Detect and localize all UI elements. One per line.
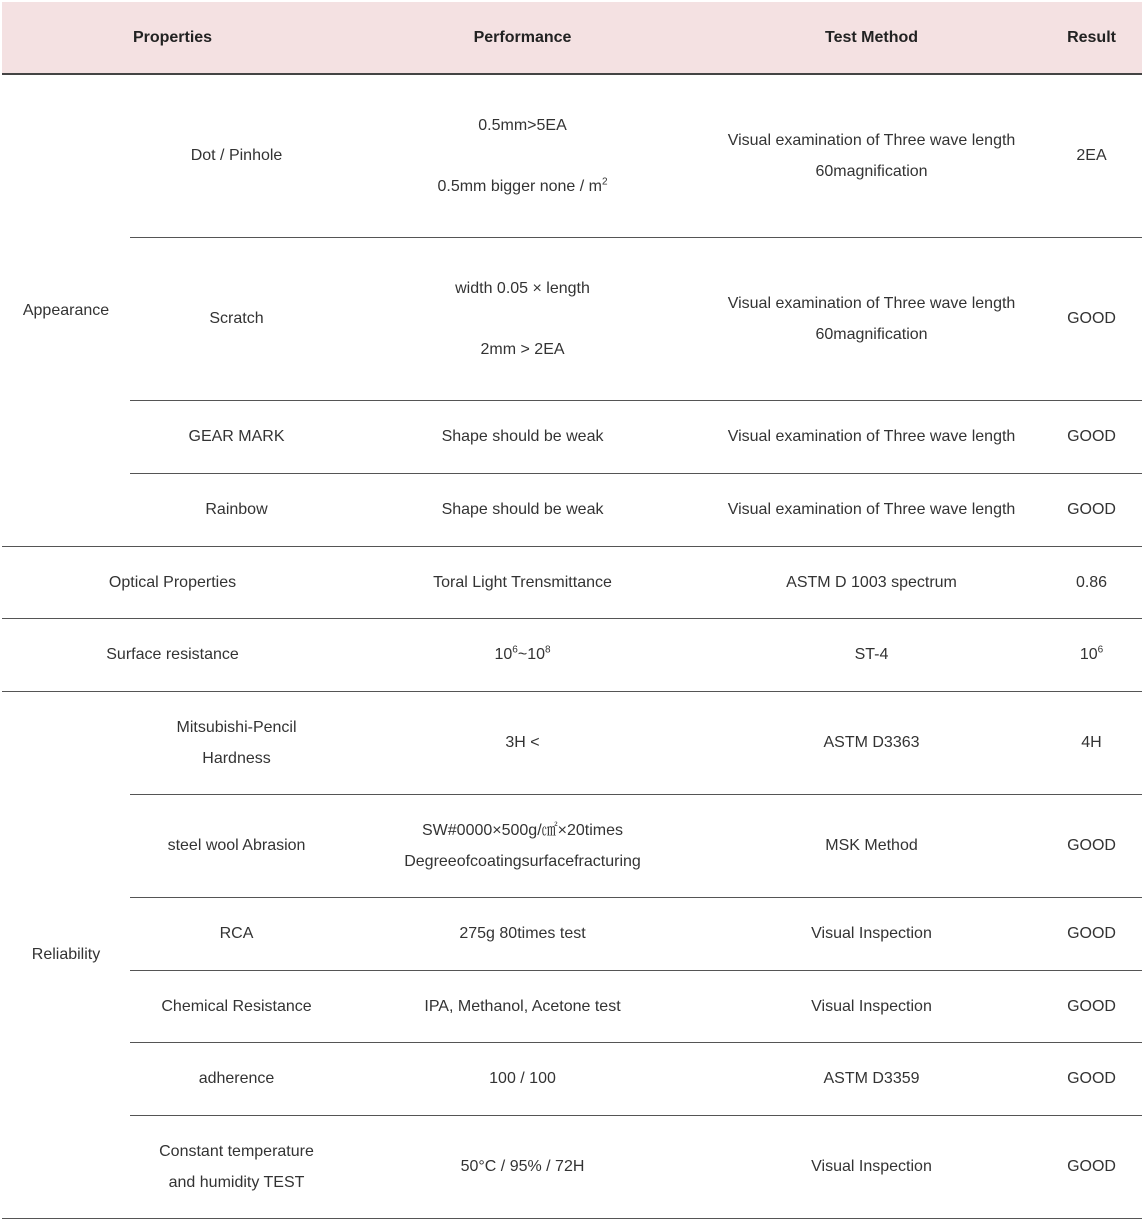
performance-cell: Shape should be weak bbox=[343, 473, 702, 546]
result-cell: GOOD bbox=[1041, 400, 1142, 473]
performance-cell: IPA, Methanol, Acetone test bbox=[343, 970, 702, 1042]
property-name: Rainbow bbox=[130, 473, 343, 546]
performance-cell: 3H < bbox=[343, 691, 702, 794]
test-method-cell: MSK Method bbox=[702, 794, 1041, 897]
property-name: Optical Properties bbox=[2, 546, 343, 618]
test-method-line: 60magnification bbox=[815, 325, 928, 343]
property-name: Surface resistance bbox=[2, 618, 343, 691]
spec-table bbox=[2, 2, 1142, 1219]
superscript: 2 bbox=[602, 176, 608, 188]
result-cell: GOOD bbox=[1041, 1115, 1142, 1218]
test-method-cell bbox=[702, 237, 1041, 400]
superscript: 6 bbox=[1097, 644, 1104, 656]
result-cell: GOOD bbox=[1041, 473, 1142, 546]
property-name: GEAR MARK bbox=[130, 400, 343, 473]
test-method-cell: ASTM D3363 bbox=[702, 691, 1041, 794]
category-reliability: Reliability bbox=[2, 691, 130, 1218]
performance-cell bbox=[343, 74, 702, 237]
performance-cell: 100 / 100 bbox=[343, 1042, 702, 1115]
header-result: Result bbox=[1041, 2, 1142, 74]
test-method-cell bbox=[702, 74, 1041, 237]
result-cell: GOOD bbox=[1041, 1042, 1142, 1115]
table-row bbox=[2, 400, 1142, 473]
table-row bbox=[2, 74, 1142, 237]
property-name bbox=[130, 691, 343, 794]
table-row bbox=[2, 473, 1142, 546]
test-method-line: 60magnification bbox=[815, 162, 928, 180]
category-appearance: Appearance bbox=[2, 74, 130, 546]
table-row bbox=[2, 1042, 1142, 1115]
performance-line: 0.5mm>5EA bbox=[478, 116, 567, 134]
performance-cell: Toral Light Trensmittance bbox=[343, 546, 702, 618]
result-cell bbox=[1041, 618, 1142, 691]
performance-line: Degreeofcoatingsurfacefracturing bbox=[404, 852, 641, 870]
test-method-cell: Visual examination of Three wave length bbox=[702, 473, 1041, 546]
performance-line: 2mm > 2EA bbox=[480, 340, 565, 358]
property-name: Scratch bbox=[130, 237, 343, 400]
performance-line: SW#0000×500g/㎠×20times bbox=[422, 821, 624, 839]
header-properties: Properties bbox=[2, 2, 343, 74]
exponent-base: 10 bbox=[1079, 646, 1098, 663]
property-name: steel wool Abrasion bbox=[130, 794, 343, 897]
header-test-method: Test Method bbox=[702, 2, 1041, 74]
result-cell: GOOD bbox=[1041, 794, 1142, 897]
property-name bbox=[130, 1115, 343, 1218]
header-performance: Performance bbox=[343, 2, 702, 74]
property-name: RCA bbox=[130, 897, 343, 970]
performance-cell bbox=[343, 794, 702, 897]
exponent-base: 10 bbox=[494, 646, 513, 663]
result-cell: 0.86 bbox=[1041, 546, 1142, 618]
test-method-cell: ASTM D 1003 spectrum bbox=[702, 546, 1041, 618]
property-name-line: Hardness bbox=[202, 749, 271, 767]
property-name: adherence bbox=[130, 1042, 343, 1115]
test-method-cell: Visual examination of Three wave length bbox=[702, 400, 1041, 473]
performance-cell bbox=[343, 237, 702, 400]
exponent-base: 10 bbox=[527, 646, 545, 663]
table-row bbox=[2, 618, 1142, 691]
performance-cell: 275g 80times test bbox=[343, 897, 702, 970]
result-cell: GOOD bbox=[1041, 970, 1142, 1042]
test-method-line: Visual examination of Three wave length bbox=[727, 131, 1016, 149]
table-row bbox=[2, 897, 1142, 970]
performance-line: width 0.05 × length bbox=[455, 279, 590, 297]
test-method-line: Visual examination of Three wave length bbox=[727, 294, 1016, 312]
superscript: 6 bbox=[512, 644, 518, 656]
property-name: Chemical Resistance bbox=[130, 970, 343, 1042]
test-method-cell: ST-4 bbox=[702, 618, 1041, 691]
test-method-cell: Visual Inspection bbox=[702, 970, 1041, 1042]
performance-cell: 50°C / 95% / 72H bbox=[343, 1115, 702, 1218]
table-row bbox=[2, 691, 1142, 794]
performance-cell bbox=[343, 618, 702, 691]
result-cell: 4H bbox=[1041, 691, 1142, 794]
property-name-line: Constant temperature bbox=[159, 1142, 314, 1160]
table-row bbox=[2, 237, 1142, 400]
table-row bbox=[2, 1115, 1142, 1218]
superscript: 8 bbox=[544, 644, 551, 656]
header-row bbox=[2, 2, 1142, 74]
table-row bbox=[2, 546, 1142, 618]
result-cell: GOOD bbox=[1041, 897, 1142, 970]
test-method-cell: ASTM D3359 bbox=[702, 1042, 1041, 1115]
property-name: Dot / Pinhole bbox=[130, 74, 343, 237]
performance-cell: Shape should be weak bbox=[343, 400, 702, 473]
property-name-line: and humidity TEST bbox=[168, 1173, 305, 1191]
table-row bbox=[2, 794, 1142, 897]
result-cell: GOOD bbox=[1041, 237, 1142, 400]
test-method-cell: Visual Inspection bbox=[702, 897, 1041, 970]
result-cell: 2EA bbox=[1041, 74, 1142, 237]
test-method-cell: Visual Inspection bbox=[702, 1115, 1041, 1218]
table-row bbox=[2, 970, 1142, 1042]
range-separator: ~ bbox=[517, 646, 528, 663]
performance-line: 0.5mm bigger none / m bbox=[437, 177, 602, 195]
property-name-line: Mitsubishi-Pencil bbox=[176, 718, 297, 736]
